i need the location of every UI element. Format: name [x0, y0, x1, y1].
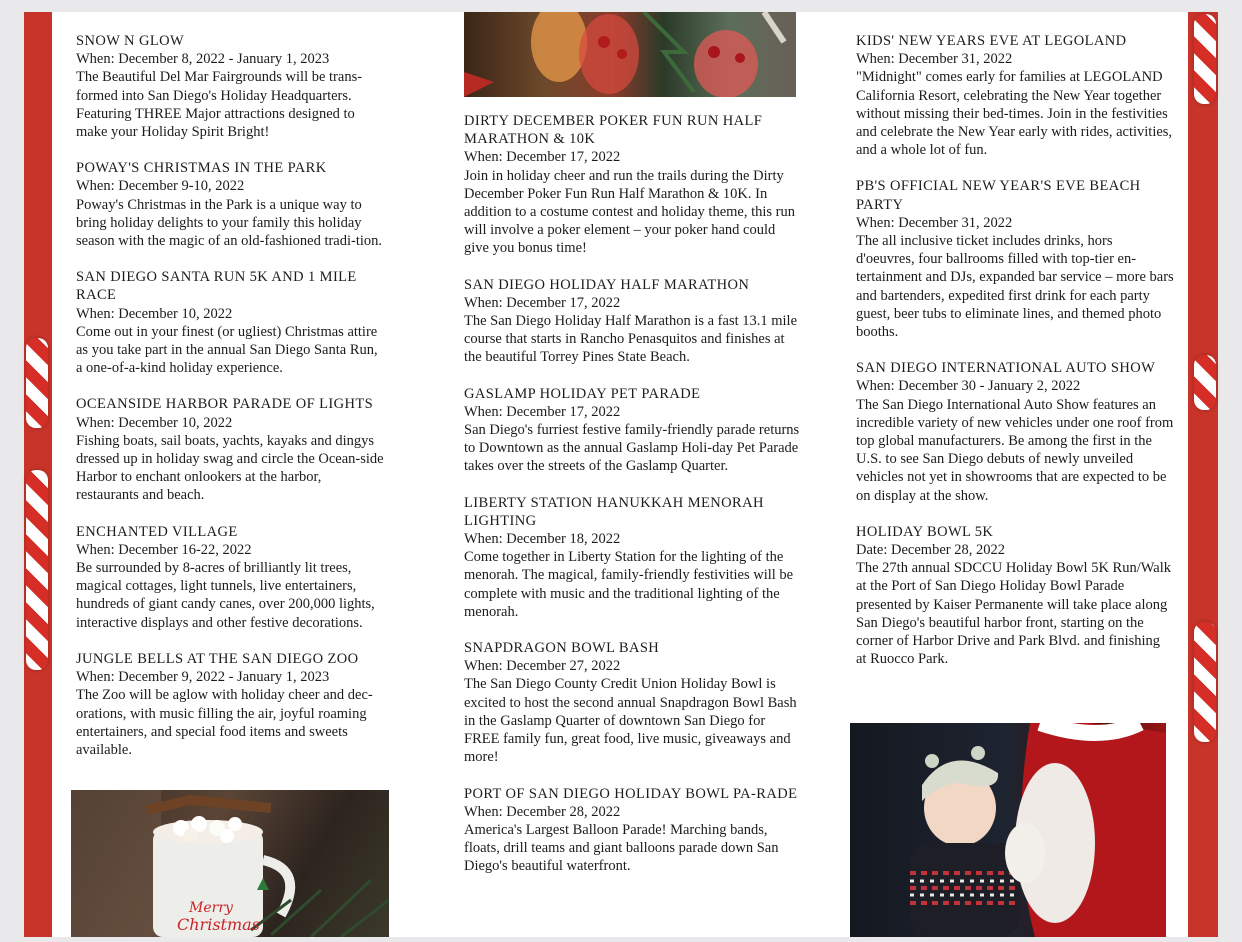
event-snow-n-glow: [76, 32, 386, 141]
event-description: The all inclusive ticket includes drinks, hors d'oeuvres, four ballrooms filled with top-tier en-tertainment and DJs, expanded bar service – more bars and bartenders, expedited first drink for each party guest, beer tubs to eliminate lines, and themed photo booths.: [856, 233, 1174, 341]
event-date: When: December 17, 2022: [464, 294, 621, 311]
event-holiday-half-marathon: [464, 276, 800, 367]
event-description: The San Diego International Auto Show features an incredible variety of new vehicles under one roof from top global manufacturers. Be among the first in the U.S. to see San Diego debuts of newly unveiled vehicles not yet in showrooms that are expected to be on display at the show.: [856, 396, 1174, 504]
event-date: When: December 9, 2022 - January 1, 2023: [76, 669, 330, 686]
event-date: When: December 31, 2022: [856, 51, 1013, 68]
event-title: SAN DIEGO INTERNATIONAL AUTO SHOW: [856, 360, 1156, 377]
event-title: HOLIDAY BOWL 5K: [856, 523, 994, 540]
brochure-page: [52, 12, 1188, 937]
event-date: Date: December 28, 2022: [856, 542, 1005, 559]
event-description: Poway's Christmas in the Park is a unique way to bring holiday delights to your family this holiday season with the magic of an old-fashioned tradi-tion.: [76, 196, 383, 250]
event-title: POWAY'S CHRISTMAS IN THE PARK: [76, 160, 327, 177]
event-date: When: December 8, 2022 - January 1, 2023: [76, 51, 330, 68]
event-snapdragon-bash: [464, 639, 800, 766]
event-description: America's Largest Balloon Parade! Marching bands, floats, drill teams and giant balloons parade down San Diego's beautiful waterfront.: [464, 821, 779, 875]
cocoa-mug-photo: [71, 790, 389, 937]
event-menorah-lighting: [464, 494, 800, 621]
event-date: When: December 10, 2022: [76, 414, 233, 431]
cocoa-mug-illustration: [71, 790, 389, 937]
event-description: Come out in your finest (or ugliest) Christmas attire as you take part in the annual San Diego Santa Run, a one-of-a-kind holiday experience.: [76, 323, 378, 377]
event-date: When: December 27, 2022: [464, 658, 621, 675]
event-holiday-bowl-parade: [464, 785, 800, 876]
event-title: OCEANSIDE HARBOR PARADE OF LIGHTS: [76, 396, 374, 413]
event-description: The San Diego County Credit Union Holiday Bowl is excited to host the second annual Snapdragon Bowl Bash in the Gaslamp Quarter of downtown San Diego for FREE family fun, great food, live music, giveaways and more!: [464, 676, 797, 766]
event-title: LIBERTY STATION HANUKKAH MENORAH LIGHTING: [464, 494, 764, 529]
event-title: DIRTY DECEMBER POKER FUN RUN HALF MARATHON & 10K: [464, 113, 763, 148]
candy-cane-right-lower: [1194, 622, 1216, 742]
mug-text-christmas: Christmas: [177, 915, 260, 934]
santa-child-photo: [850, 723, 1166, 937]
event-auto-show: [856, 359, 1174, 505]
event-description: The Beautiful Del Mar Fairgrounds will be trans-formed into San Diego's Holiday Headquarters. Featuring THREE Major attractions designed to make your Holiday Spirit Bright!: [76, 69, 363, 141]
right-red-border: [1188, 12, 1218, 937]
column-1: [76, 32, 386, 777]
event-title: PB'S OFFICIAL NEW YEAR'S EVE BEACH PARTY: [856, 178, 1141, 213]
candy-cane-right-mid: [1194, 355, 1216, 410]
event-date: When: December 30 - January 2, 2022: [856, 378, 1081, 395]
event-enchanted-village: [76, 523, 386, 632]
event-title: PORT OF SAN DIEGO HOLIDAY BOWL PA-RADE: [464, 785, 798, 802]
event-title: JUNGLE BELLS AT THE SAN DIEGO ZOO: [76, 650, 359, 667]
cocktails-photo: [464, 12, 796, 97]
event-holiday-bowl-5k: [856, 523, 1174, 669]
event-harbor-parade: [76, 395, 386, 504]
santa-child-illustration: [850, 723, 1166, 937]
event-title: SAN DIEGO SANTA RUN 5K AND 1 MILE RACE: [76, 269, 357, 304]
event-date: When: December 10, 2022: [76, 305, 233, 322]
event-title: ENCHANTED VILLAGE: [76, 523, 238, 540]
event-title: SNOW N GLOW: [76, 33, 185, 49]
event-description: San Diego's furriest festive family-friendly parade returns to Downtown as the annual Gaslamp Holi-day Pet Parade takes over the streets of the Gaslamp Quarter.: [464, 422, 800, 475]
event-date: When: December 17, 2022: [464, 403, 621, 420]
event-santa-run: [76, 268, 386, 377]
mug-text-merry: Merry: [189, 900, 233, 916]
event-jungle-bells: [76, 650, 386, 759]
event-date: When: December 31, 2022: [856, 214, 1013, 231]
column-3: [856, 32, 1174, 687]
event-pb-beach-party: [856, 177, 1174, 341]
event-description: The Zoo will be aglow with holiday cheer and dec-orations, with music filling the air, joyful roaming entertainers, and special food items and sweets available.: [76, 687, 373, 758]
event-description: Come together in Liberty Station for the lighting of the menorah. The magical, family-friendly festivities will be complete with music and the traditional lighting of the menorah.: [464, 549, 794, 620]
candy-cane-left-lower: [26, 470, 48, 670]
event-title: SAN DIEGO HOLIDAY HALF MARATHON: [464, 276, 750, 293]
event-description: The 27th annual SDCCU Holiday Bowl 5K Run/Walk at the Port of San Diego Holiday Bowl Parade presented by Kaiser Permanente will take place along San Diego's beautiful harbor front, starting on the corner of Harbor Drive and Park Blvd. and finishing at Ruocco Park.: [856, 560, 1171, 668]
event-description: Join in holiday cheer and run the trails during the Dirty December Poker Fun Run Half Marathon & 10K. In addition to a costume contest and holiday theme, this run will involve a poker element – your poker hand could give you bonus time!: [464, 167, 796, 257]
event-description: Fishing boats, sail boats, yachts, kayaks and dingys dressed up in holiday swag and circle the Ocean-side Harbor to enchant onlookers at the harbor, restaurants and beach.: [76, 432, 384, 504]
event-title: KIDS' NEW YEARS EVE AT LEGOLAND: [856, 33, 1127, 49]
event-legoland-nye: [856, 32, 1174, 159]
event-description: The San Diego Holiday Half Marathon is a fast 13.1 mile course that starts in Rancho Penasquitos and finishes at the beautiful Torrey Pines State Beach.: [464, 313, 798, 366]
event-title: GASLAMP HOLIDAY PET PARADE: [464, 385, 701, 402]
event-poker-run: [464, 112, 800, 258]
event-poway-christmas: [76, 159, 386, 250]
candy-cane-right-top: [1194, 14, 1216, 104]
event-title: SNAPDRAGON BOWL BASH: [464, 640, 660, 657]
candy-cane-left-upper: [26, 338, 48, 428]
column-2: [464, 112, 800, 894]
event-date: When: December 16-22, 2022: [76, 541, 252, 558]
event-description: Be surrounded by 8-acres of brilliantly lit trees, magical cottages, light tunnels, live entertainers, hundreds of giant candy canes, over 200,000 lights, interactive displays and other festive decorations.: [76, 560, 375, 631]
cocktails-illustration: [464, 12, 796, 97]
event-date: When: December 9-10, 2022: [76, 178, 245, 195]
event-date: When: December 17, 2022: [464, 149, 621, 166]
event-date: When: December 18, 2022: [464, 531, 621, 548]
event-description: "Midnight" comes early for families at LEGOLAND California Resort, celebrating the New Year together without missing their bed-times. Join in the festivities and celebrate the New Year early with rides, activities, and a whole lot of fun.: [856, 69, 1173, 159]
event-date: When: December 28, 2022: [464, 803, 621, 820]
event-pet-parade: [464, 385, 800, 476]
